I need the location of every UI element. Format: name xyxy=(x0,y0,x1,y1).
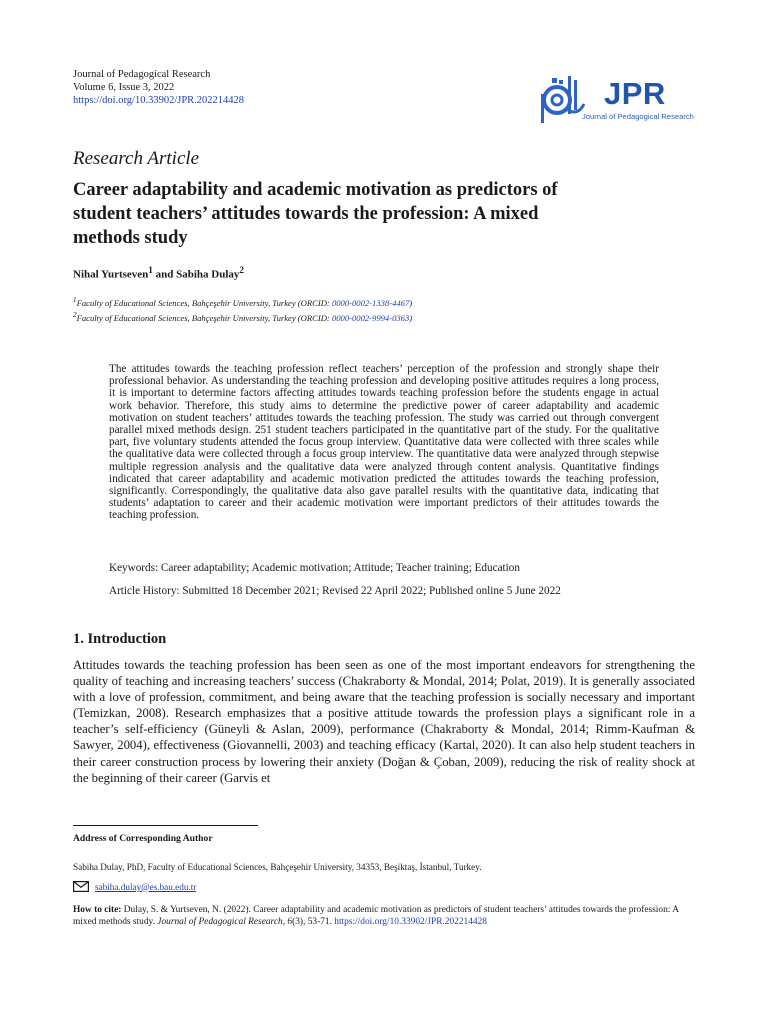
author-name: Sabiha Dulay xyxy=(176,268,240,281)
article-title: Career adaptability and academic motivation as predictors of student teachers’ attitudes towards the profession: A mixed methods study xyxy=(73,180,558,248)
journal-doi-link[interactable]: https://doi.org/10.33902/JPR.202214428 xyxy=(73,95,245,106)
affiliation-marker: 2 xyxy=(73,310,77,319)
affiliation-close: ) xyxy=(409,297,413,308)
author-list xyxy=(73,265,244,281)
how-to-cite xyxy=(73,904,703,928)
abstract: The attitudes towards the teaching profession reflect teachers’ perception of the profession and strongly shape their professional behavior. As understanding the teaching profession and developing positive attitudes requires a long process, it is important to determine factors affecting attitudes towards teaching profession before the students engage in actual work behavior. Therefore, this study aims to determine the predictive power of career adaptability and academic motivation on student teachers’ attitudes towards the teaching profession. The study was carried out through convergent parallel mixed methods design. 251 student teachers participated in the quantitative part of the study. For the qualitative part, five voluntary students attended the focus group interview. Quantitative data were collected with three scales while the qualitative data were collected through a focus group interview. The quantitative data were analyzed through stepwise multiple regression analysis and the qualitative data were analyzed through content analysis. Quantitative findings indicated that career adaptability and academic motivation predicted the attitudes towards the teaching profession, significantly. Correspondingly, the qualitative data also gave parallel results with the quantitative data, indicating that students’ adaptation to career and their academic motivation were important predictors of their attitudes towards the teaching profession. xyxy=(109,363,659,522)
envelope-icon xyxy=(73,881,89,892)
journal-name: Journal of Pedagogical Research xyxy=(73,69,211,80)
affiliation-line xyxy=(73,309,412,324)
footnote-divider xyxy=(73,825,258,826)
logo-subtitle: Journal of Pedagogical Research xyxy=(582,112,694,121)
corresponding-email-row xyxy=(73,881,196,892)
affiliation-text: Faculty of Educational Sciences, Bahçeşehir University, Turkey (ORCID: xyxy=(76,312,332,323)
cite-issue-pages: (3), 53-71. xyxy=(292,917,335,927)
journal-volume-issue: Volume 6, Issue 3, 2022 xyxy=(73,82,175,93)
cite-text: Dulay, S. & Yurtseven, N. (2022). Career adaptability and academic motivation as predictors of student teachers’ attitudes towards the profession: A mixed methods study. xyxy=(73,905,679,927)
author-affiliation-marker: 2 xyxy=(239,265,244,275)
section-heading-introduction: 1. Introduction xyxy=(73,631,167,647)
cite-label: How to cite: xyxy=(73,905,122,915)
keywords: Keywords: Career adaptability; Academic motivation; Attitude; Teacher training; Education xyxy=(109,562,520,574)
author-name: Nihal Yurtseven xyxy=(73,268,149,281)
article-type: Research Article xyxy=(73,148,200,169)
logo-acronym: JPR xyxy=(604,76,666,111)
affiliation-line xyxy=(73,294,412,309)
corresponding-author-address: Sabiha Dulay, PhD, Faculty of Educational Sciences, Bahçeşehir University, 34353, Beşiktaş, İstanbul, Turkey. xyxy=(73,862,482,872)
affiliation-close: ) xyxy=(409,312,413,323)
introduction-paragraph: Attitudes towards the teaching profession has been seen as one of the most important endeavors for strengthening the quality of teaching and increasing teachers’ success (Chakraborty & Mondal, 2014; Polat, 2019). It is generally associated with a love of profession, commitment, and being aware that the teaching profession is socially necessary and important (Temizkan, 2008). Research emphasizes that a positive attitude towards the profession plays a significant role in a teacher’s self-efficiency (Güneyli & Aslan, 2009), performance (Chakraborty & Mondal, 2014; Rimm-Kaufman & Sawyer, 2004), effectiveness (Giovannelli, 2003) and teaching efficacy (Kartal, 2020). It can also help student teachers in their career construction process by lowering their anxiety (Doğan & Çoban, 2009), reducing the risk of reality shock at the beginning of their career (Garvis et xyxy=(73,658,695,785)
jpr-logo xyxy=(538,74,708,130)
affiliations xyxy=(73,294,412,324)
email-link[interactable]: sabiha.dulay@es.bau.edu.tr xyxy=(95,881,197,892)
affiliation-marker: 1 xyxy=(73,296,77,304)
orcid-link[interactable]: 0000-0002-9994-0363 xyxy=(331,312,410,323)
author-affiliation-marker: 1 xyxy=(148,265,153,275)
cite-doi-link[interactable]: https://doi.org/10.33902/JPR.202214428 xyxy=(334,917,487,927)
affiliation-text: Faculty of Educational Sciences, Bahçeşehir University, Turkey (ORCID: xyxy=(76,297,332,308)
author-separator: and xyxy=(152,268,177,281)
journal-header xyxy=(73,68,244,107)
article-history: Article History: Submitted 18 December 2021; Revised 22 April 2022; Published online 5 June 2022 xyxy=(109,585,561,597)
corresponding-author-heading: Address of Corresponding Author xyxy=(73,833,213,844)
orcid-link[interactable]: 0000-0002-1338-4467 xyxy=(331,297,410,308)
cite-journal: Journal of Pedagogical Research, 6 xyxy=(157,917,293,927)
